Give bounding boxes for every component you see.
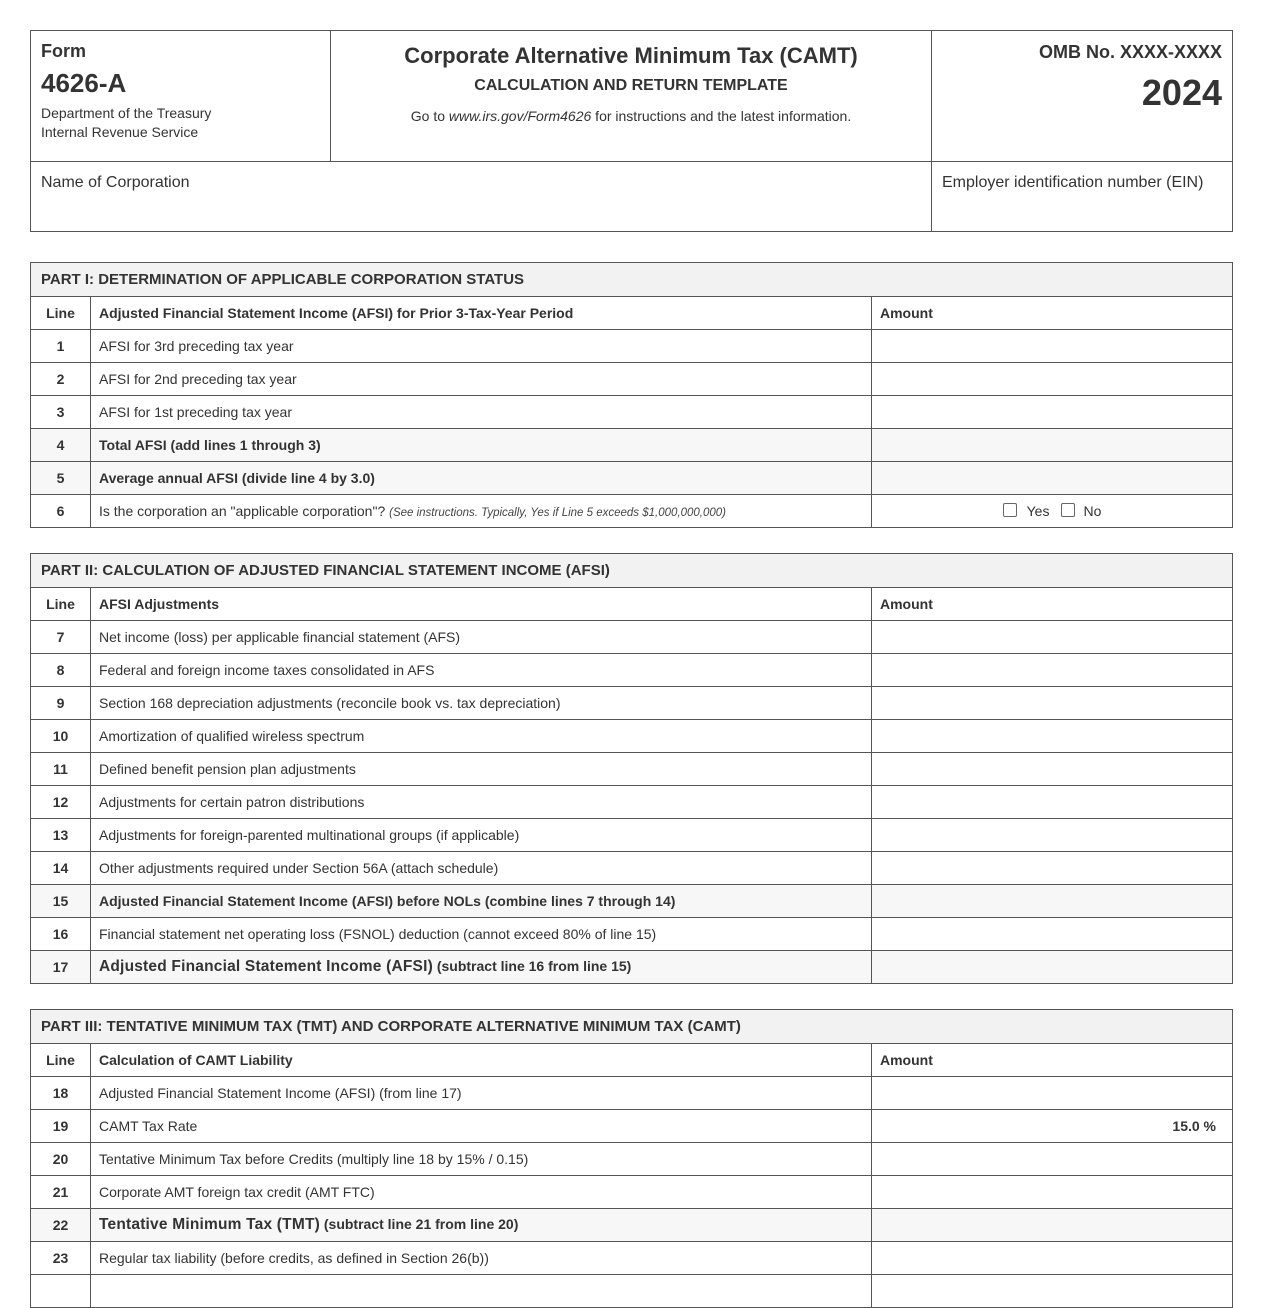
line-number: 15 (31, 885, 91, 918)
line-number: 4 (31, 429, 91, 462)
line-number: 1 (31, 330, 91, 363)
amount-field-line-23[interactable] (872, 1242, 1233, 1275)
amount-field-line-2[interactable] (872, 363, 1233, 396)
tmt-total-instruction: (subtract line 21 from line 20) (319, 1216, 519, 1232)
department-line-1: Department of the Treasury (41, 105, 212, 121)
column-header-amount: Amount (872, 588, 1233, 621)
amount-field-line-7[interactable] (872, 621, 1233, 654)
department-line-2: Internal Revenue Service (41, 124, 199, 140)
instructions-prefix: Go to (410, 108, 449, 124)
amount-field-line-16[interactable] (872, 918, 1233, 951)
form-title: Corporate Alternative Minimum Tax (CAMT) (404, 43, 858, 68)
department-block (41, 104, 320, 142)
line-description-total (91, 1209, 872, 1242)
form-subtitle: CALCULATION AND RETURN TEMPLATE (474, 77, 788, 94)
column-header-amount: Amount (872, 297, 1233, 330)
line-number: 10 (31, 720, 91, 753)
amount-field-line-5[interactable] (872, 462, 1233, 495)
line-number: 21 (31, 1176, 91, 1209)
amount-field-line-10[interactable] (872, 720, 1233, 753)
part-3-title: PART III: TENTATIVE MINIMUM TAX (TMT) AND CORPORATE ALTERNATIVE MINIMUM TAX (CAMT) (31, 1010, 1233, 1044)
corporation-name-label: Name of Corporation (41, 174, 190, 191)
instructions-link[interactable]: www.irs.gov/Form4626 (448, 108, 592, 124)
line-description: Section 168 depreciation adjustments (reconcile book vs. tax depreciation) (91, 687, 872, 720)
form-header (30, 30, 1233, 232)
line-description: Amortization of qualified wireless spectrum (91, 720, 872, 753)
line-description: AFSI for 3rd preceding tax year (91, 330, 872, 363)
line-description: Adjusted Financial Statement Income (AFSI) (from line 17) (91, 1077, 872, 1110)
line-description-total: Average annual AFSI (divide line 4 by 3.0) (91, 462, 872, 495)
line-description: AFSI for 2nd preceding tax year (91, 363, 872, 396)
form-word: Form (41, 41, 86, 61)
line-description: Financial statement net operating loss (FSNOL) deduction (cannot exceed 80% of line 15) (91, 918, 872, 951)
part-2-title: PART II: CALCULATION OF ADJUSTED FINANCIAL STATEMENT INCOME (AFSI) (31, 554, 1233, 588)
omb-number: OMB No. XXXX-XXXX (1038, 42, 1222, 62)
column-header-line: Line (31, 1044, 91, 1077)
line-number: 6 (31, 495, 91, 528)
applicable-corp-note: (See instructions. Typically, Yes if Line 5 exceeds $1,000,000,000) (389, 507, 727, 519)
line-number: 7 (31, 621, 91, 654)
line-description: Adjustments for certain patron distributions (91, 786, 872, 819)
no-label: No (1083, 503, 1102, 519)
yes-checkbox[interactable] (1003, 503, 1017, 517)
line-description-cutoff (91, 1275, 872, 1308)
line-number: 14 (31, 852, 91, 885)
line-number: 9 (31, 687, 91, 720)
line-description: Tentative Minimum Tax before Credits (multiply line 18 by 15% / 0.15) (91, 1143, 872, 1176)
ein-label: Employer identification number (EIN) (942, 174, 1204, 191)
line-description: Corporate AMT foreign tax credit (AMT FTC) (91, 1176, 872, 1209)
amount-field-line-22[interactable] (872, 1209, 1233, 1242)
line-description: Defined benefit pension plan adjustments (91, 753, 872, 786)
line-number: 18 (31, 1077, 91, 1110)
amount-field-line-4[interactable] (872, 429, 1233, 462)
amount-field-line-13[interactable] (872, 819, 1233, 852)
line-description-total (91, 951, 872, 984)
line-description: CAMT Tax Rate (91, 1110, 872, 1143)
amount-field-line-8[interactable] (872, 654, 1233, 687)
form-title-block (331, 31, 932, 162)
line-number: 8 (31, 654, 91, 687)
tax-rate-value: 15.0 % (872, 1110, 1233, 1143)
amount-field-line-24[interactable] (872, 1275, 1233, 1308)
form-number: 4626-A (41, 68, 127, 98)
line-number: 19 (31, 1110, 91, 1143)
amount-field-line-14[interactable] (872, 852, 1233, 885)
line-number-cutoff (31, 1275, 91, 1308)
line-number: 2 (31, 363, 91, 396)
line-description: Other adjustments required under Section 56A (attach schedule) (91, 852, 872, 885)
column-header-description: Calculation of CAMT Liability (91, 1044, 872, 1077)
form-id-block (31, 31, 331, 162)
column-header-description: AFSI Adjustments (91, 588, 872, 621)
line-description: Adjustments for foreign-parented multinational groups (if applicable) (91, 819, 872, 852)
line-description (91, 495, 872, 528)
column-header-line: Line (31, 588, 91, 621)
amount-field-line-9[interactable] (872, 687, 1233, 720)
amount-field-line-18[interactable] (872, 1077, 1233, 1110)
part-1-title: PART I: DETERMINATION OF APPLICABLE CORPORATION STATUS (31, 263, 1233, 297)
column-header-line: Line (31, 297, 91, 330)
afsi-total-label: Adjusted Financial Statement Income (AFSI) (99, 958, 433, 975)
line-description: Regular tax liability (before credits, as defined in Section 26(b)) (91, 1242, 872, 1275)
line-number: 12 (31, 786, 91, 819)
yes-label: Yes (1026, 503, 1050, 519)
part-1-table (30, 262, 1233, 528)
yes-no-choice (872, 495, 1233, 528)
instructions-note (332, 108, 930, 124)
amount-field-line-1[interactable] (872, 330, 1233, 363)
omb-year-block (932, 31, 1233, 162)
form-page (30, 30, 1233, 1308)
tax-year: 2024 (1141, 72, 1222, 113)
corporation-name-field[interactable] (31, 162, 932, 232)
amount-field-line-3[interactable] (872, 396, 1233, 429)
line-number: 22 (31, 1209, 91, 1242)
line-number: 3 (31, 396, 91, 429)
no-checkbox[interactable] (1061, 503, 1075, 517)
afsi-total-instruction: (subtract line 16 from line 15) (432, 958, 632, 974)
line-number: 16 (31, 918, 91, 951)
tmt-total-label: Tentative Minimum Tax (TMT) (99, 1216, 320, 1233)
amount-field-line-20[interactable] (872, 1143, 1233, 1176)
column-header-amount: Amount (872, 1044, 1233, 1077)
amount-field-line-15[interactable] (872, 885, 1233, 918)
line-number: 11 (31, 753, 91, 786)
part-3-table (30, 1009, 1233, 1308)
line-number: 13 (31, 819, 91, 852)
line-number: 5 (31, 462, 91, 495)
line-description-total: Adjusted Financial Statement Income (AFSI) before NOLs (combine lines 7 through 14) (91, 885, 872, 918)
amount-field-line-11[interactable] (872, 753, 1233, 786)
line-number: 23 (31, 1242, 91, 1275)
amount-field-line-21[interactable] (872, 1176, 1233, 1209)
amount-field-line-12[interactable] (872, 786, 1233, 819)
amount-field-line-17[interactable] (872, 951, 1233, 984)
ein-field[interactable] (932, 162, 1233, 232)
line-number: 17 (31, 951, 91, 984)
instructions-suffix: for instructions and the latest information. (591, 108, 852, 124)
line-number: 20 (31, 1143, 91, 1176)
line-description: AFSI for 1st preceding tax year (91, 396, 872, 429)
applicable-corp-question: Is the corporation an "applicable corporation"? (99, 503, 390, 519)
column-header-description: Adjusted Financial Statement Income (AFSI) for Prior 3-Tax-Year Period (91, 297, 872, 330)
line-description: Net income (loss) per applicable financial statement (AFS) (91, 621, 872, 654)
part-2-table (30, 553, 1233, 984)
line-description-total: Total AFSI (add lines 1 through 3) (91, 429, 872, 462)
line-description: Federal and foreign income taxes consolidated in AFS (91, 654, 872, 687)
